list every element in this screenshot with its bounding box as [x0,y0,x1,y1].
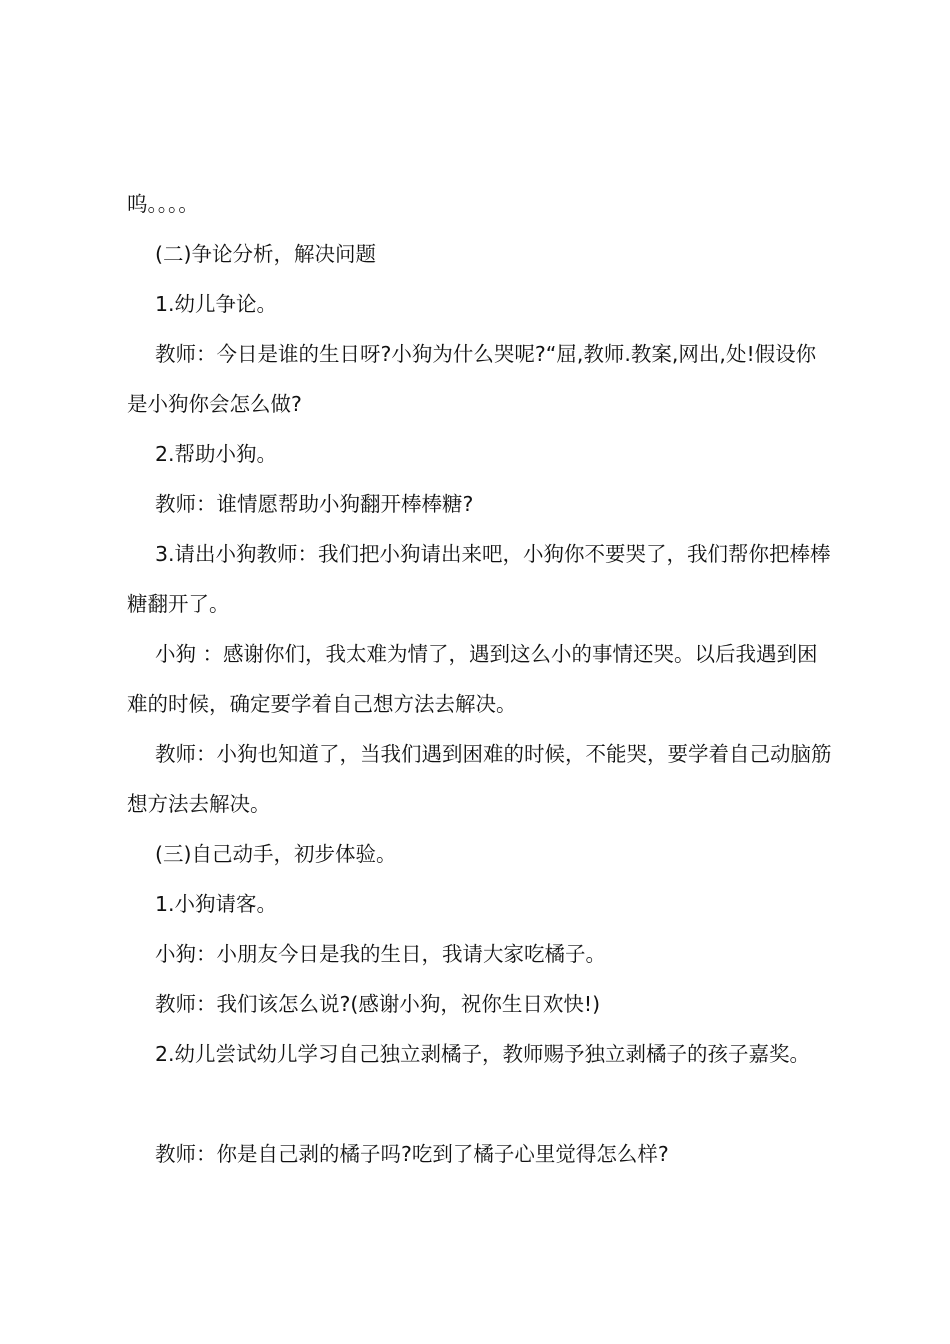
paragraph-14: 2.幼儿尝试幼儿学习自己独立剥橘子，教师赐予独立剥橘子的孩子嘉奖。 [155,1042,811,1066]
paragraph-11: 1.小狗请客。 [155,892,278,916]
paragraph-7: 3.请出小狗教师：我们把小狗请出来吧，小狗你不要哭了，我们帮你把棒棒糖翻开了。 [127,542,831,616]
paragraph-1: 呜。。。。 [127,192,199,216]
paragraph-9: 教师：小狗也知道了，当我们遇到困难的时候，不能哭，要学着自己动脑筋想方法去解决。 [127,742,832,816]
paragraph-13: 教师：我们该怎么说?(感谢小狗，祝你生日欢快!) [155,992,601,1016]
section-heading-2: (二)争论分析，解决问题 [155,242,376,266]
section-heading-3: (三)自己动手，初步体验。 [155,842,397,866]
paragraph-3: 1.幼儿争论。 [155,292,278,316]
paragraph-4: 教师：今日是谁的生日呀?小狗为什么哭呢?“屈,教师.教案,网出,处!假设你是小狗你会怎么做? [127,342,817,416]
paragraph-6: 教师：谁情愿帮助小狗翻开棒棒糖? [155,492,474,516]
paragraph-12: 小狗：小朋友今日是我的生日，我请大家吃橘子。 [155,942,606,966]
paragraph-15: 教师：你是自己剥的橘子吗?吃到了橘子心里觉得怎么样? [155,1142,669,1166]
paragraph-8: 小狗 ：感谢你们，我太难为情了，遇到这么小的事情还哭。以后我遇到困难的时候，确定要学着自己想方法去解决。 [127,642,818,716]
paragraph-5: 2.帮助小狗。 [155,442,278,466]
